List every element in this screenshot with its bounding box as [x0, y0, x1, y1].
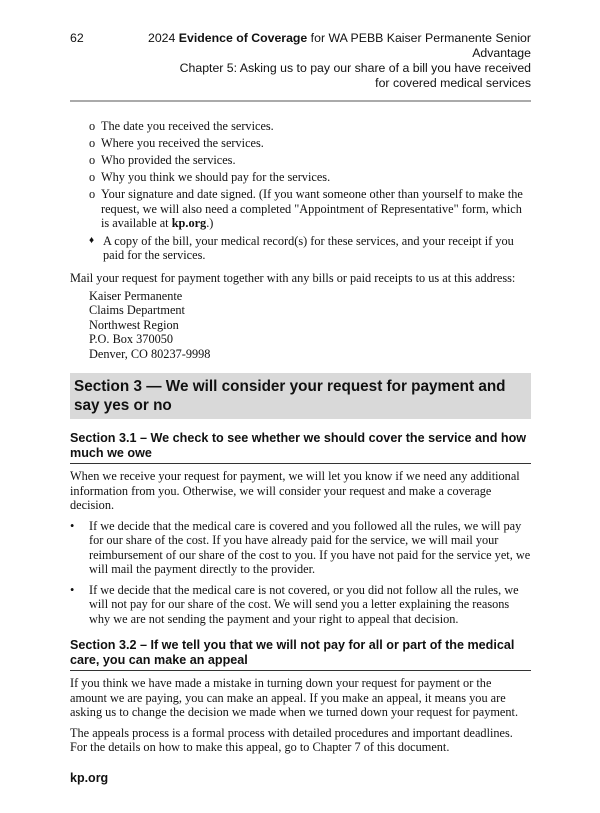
mail-intro: Mail your request for payment together with any bills or paid receipts to us at this address:	[70, 271, 516, 285]
address-line: Northwest Region	[89, 317, 179, 332]
address-line: Kaiser Permanente	[89, 288, 183, 303]
circle-bullet-icon: o	[89, 170, 96, 184]
section-3-2-body	[70, 676, 531, 755]
list-item	[70, 187, 531, 231]
mail-instructions	[70, 271, 531, 361]
list-item	[70, 136, 531, 151]
bullet-text: If we decide that the medical care is covered and you followed all the rules, we will pay for our share of the cost. If you have already paid for the service, we will mail your reimbursement of our share of the cost to you. If you have not paid for the service yet, we will mail the payment directly to the provider.	[89, 518, 531, 576]
circle-bullet-icon: o	[89, 119, 96, 133]
section-3-1-heading: Section 3.1 – We check to see whether we should cover the service and how much we owe	[70, 431, 531, 464]
required-info-list	[70, 119, 531, 265]
list-item-text-end: .)	[206, 216, 214, 230]
page-number: 62	[70, 31, 84, 45]
list-item	[70, 234, 531, 263]
header-divider	[70, 100, 531, 102]
section-3-heading: Section 3 — We will consider your request for payment and say yes or no	[70, 373, 531, 419]
diamond-bullet-icon: ♦	[89, 234, 95, 246]
header-chapter: Chapter 5: Asking us to pay our share of a bill you have received	[179, 61, 531, 75]
list-item-text: The date you received the services.	[101, 119, 274, 133]
section-3-1-intro: When we receive your request for payment, we will let you know if we need any additional information from you. Otherwise, we will consider your request and make a coverage decision.	[70, 469, 520, 512]
circle-bullet-icon: o	[89, 136, 96, 150]
list-item-text: Where you received the services.	[101, 136, 264, 150]
bullet-item	[70, 519, 531, 577]
mailing-address	[70, 289, 531, 362]
list-item-text: A copy of the bill, your medical record(s) for these services, and your receipt if you paid for the services.	[103, 233, 514, 262]
circle-bullet-icon: o	[89, 187, 96, 201]
header-title: Evidence of Coverage	[178, 31, 308, 45]
list-item-text: Who provided the services.	[101, 153, 236, 167]
page-header	[70, 31, 531, 91]
list-item	[70, 119, 531, 134]
section-3-1-body	[70, 469, 531, 626]
section-3-2-para-1: If you think we have made a mistake in turning down your request for payment or the amount we are paying, you can make an appeal. If you make an appeal, it means you are asking us to change the decision we made when we turned down your request for payment.	[70, 676, 519, 719]
address-line: P.O. Box 370050	[89, 332, 174, 346]
list-item-text: Why you think we should pay for the services.	[101, 170, 331, 184]
footer-kp-link[interactable]: kp.org	[70, 770, 109, 785]
list-item	[70, 153, 531, 168]
list-item-text: Your signature and date signed. (If you want someone other than yourself to make the request, we will also need a completed "Appointment of Representative" form, which is available at	[101, 187, 523, 230]
header-suffix: for WA PEBB Kaiser Permanente Senior Advantage	[307, 31, 531, 60]
section-3-2-para-2: The appeals process is a formal process with detailed procedures and important deadlines. For the details on how to make this appeal, go to Chapter 7 of this document.	[70, 725, 513, 754]
section-3-2-heading: Section 3.2 – If we tell you that we will not pay for all or part of the medical care, you can make an appeal	[70, 638, 531, 671]
circle-bullet-icon: o	[89, 153, 96, 167]
kp-link[interactable]: kp.org	[171, 216, 207, 230]
bullet-icon: •	[70, 582, 75, 597]
list-item	[70, 170, 531, 185]
header-prefix: 2024	[148, 31, 179, 45]
bullet-item	[70, 583, 531, 627]
header-chapter-cont: for covered medical services	[375, 76, 531, 90]
address-line: Denver, CO 80237-9998	[89, 346, 211, 361]
bullet-icon: •	[70, 518, 75, 533]
running-header	[94, 31, 531, 91]
bullet-text: If we decide that the medical care is not covered, or you did not follow all the rules, we will not pay for our share of the cost. We will send you a letter explaining the reasons why we are not sending the payment and your right to appeal that decision.	[89, 582, 519, 626]
address-line: Claims Department	[89, 303, 185, 317]
